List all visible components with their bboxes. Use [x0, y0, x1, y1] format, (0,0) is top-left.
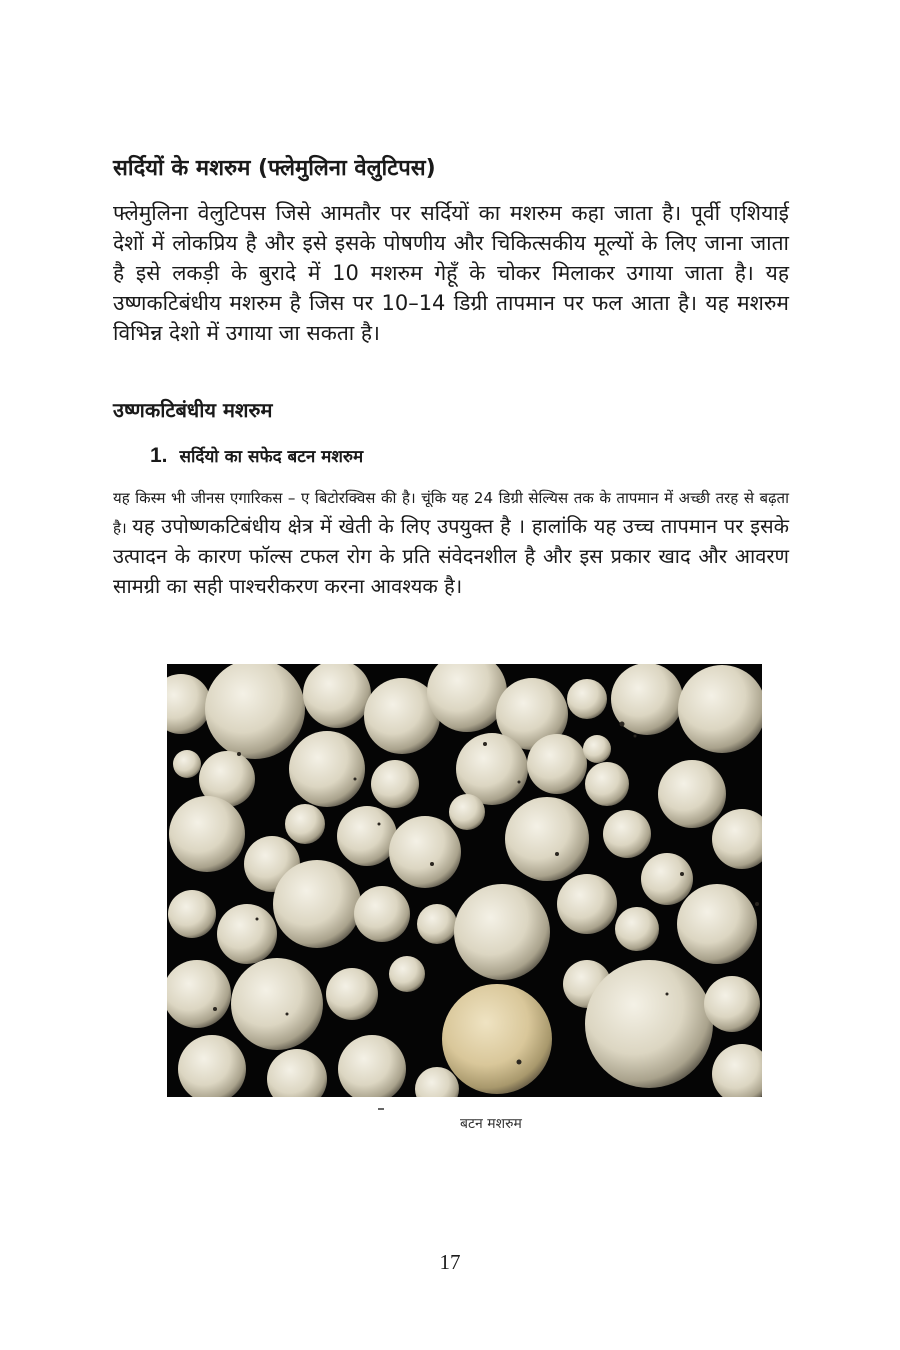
- figure-caption: बटन मशरुम: [460, 1116, 522, 1132]
- paragraph-flammulina: फ्लेमुलिना वेलुटिपस जिसे आमतौर पर सर्दियों का मशरुम कहा जाता है। पूर्वी एशियाई देशों में लोकप्रिय है और इसे इसके पोषणीय और चिकित्सकीय मूल्यों के लिए जाना जाता है इसे लकड़ी के बुरादे में 10 मशरुम गेहूँ के चोकर मिलाकर उगाया जाता है। यह उष्णकटिबंधीय मशरुम है जिस पर 10–14 डिग्री तापमान पर फल आता है। यह मशरुम विभिन्न देशो में उगाया जा सकता है।: [113, 201, 789, 345]
- page-number: 17: [439, 1250, 461, 1274]
- section-heading-winter-mushroom: सर्दियों के मशरुम (फ्लेमुलिना वेलुटिपस): [113, 156, 436, 181]
- mushroom-illustration: [167, 664, 762, 1097]
- list-item-heading: [150, 444, 363, 468]
- list-item-title: सर्दियो का सफेद बटन मशरुम: [179, 447, 364, 467]
- mushroom-photo: [167, 664, 762, 1097]
- paragraph-button-mushroom: [113, 484, 789, 602]
- paragraph-text-small: यह किस्म भी जीनस एगारिकस – ए बिटोरक्विस की है। चूंकि यह 24 डिग्री सेल्यिस तक के तापमान में अच्छी तरह से बढ़ता है।: [113, 489, 789, 537]
- section-heading-tropical-mushroom: उष्णकटिबंधीय मशरुम: [113, 398, 273, 422]
- paragraph-text-large: यह उपोष्णकटिबंधीय क्षेत्र में खेती के लिए उपयुक्त है । हालांकि यह उच्च तापमान पर इसके उत्पादन के कारण फॉल्स टफल रोग के प्रति संवेदनशील है और इस प्रकार खाद और आवरण सामग्री का सही पाश्चरीकरण करना आवश्यक है।: [113, 514, 789, 598]
- caption-dash: [378, 1108, 384, 1110]
- list-item-number: 1.: [150, 444, 168, 467]
